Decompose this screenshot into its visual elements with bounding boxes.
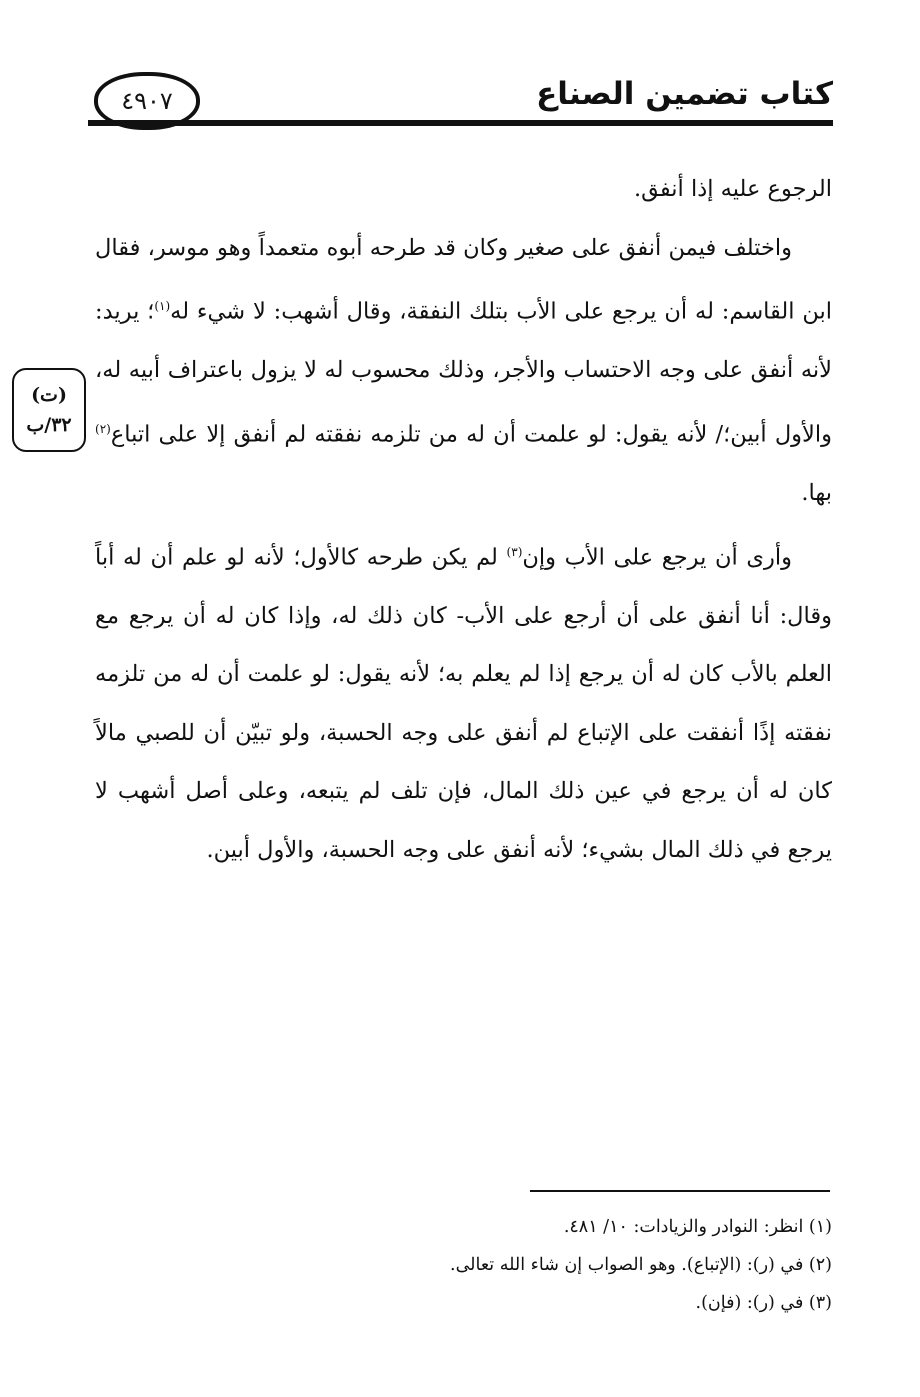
footnote-1: (١) انظر: النوادر والزيادات: ١٠/ ٤٨١. bbox=[563, 1217, 832, 1237]
footnote-ref: (٣) bbox=[506, 544, 523, 559]
paragraph bbox=[95, 219, 832, 523]
footnotes bbox=[95, 1208, 832, 1322]
main-text bbox=[95, 160, 832, 880]
paragraph-text: بها. bbox=[801, 479, 832, 506]
folio-source-label: (ت) bbox=[31, 384, 67, 406]
paragraph-text: واختلف فيمن أنفق على صغير وكان قد طرحه أبوه متعمداً وهو موسر، فقال ابن القاسم: له أن يرجع على الأب بتلك النفقة، وقال أشهب: لا شيء له bbox=[95, 234, 832, 325]
paragraph-text: الرجوع عليه إذا أنفق. bbox=[634, 176, 832, 202]
paragraph-text: وأرى أن يرجع على الأب وإن bbox=[522, 544, 792, 571]
page-number: ٤٩٠٧ bbox=[121, 87, 173, 115]
folio-number: ٣٢/ب bbox=[26, 414, 72, 436]
footnote-ref: (١) bbox=[154, 299, 171, 314]
page-header bbox=[88, 62, 833, 132]
header-rule bbox=[88, 120, 833, 126]
paragraph-text: لم يكن طرحه كالأول؛ لأنه لو علم أن له أباً وقال: أنا أنفق على أن أرجع على الأب- كان ذلك له، وإذا كان له أن يرجع مع العلم بالأب كان له أن يرجع إذا لم يعلم به؛ لأنه يقول: لو علمت أن له من تلزمه نفقته إذًا أنفقت على الإتباع لم أنفق على وجه الحسبة، ولو تبيّن أن للصبي مالاً كان له أن يرجع في عين ذلك المال، فإن تلف لم يتبعه، وعلى أصل أشهب لا يرجع في ذلك المال بشيء؛ لأنه أنفق على وجه الحسبة، والأول أبين. bbox=[95, 544, 832, 864]
footnote-separator bbox=[530, 1190, 830, 1192]
footnote-3: (٣) في (ر): (فإن). bbox=[695, 1293, 832, 1313]
book-title: كتاب تضمين الصناع bbox=[536, 76, 833, 112]
manuscript-folio-marker bbox=[12, 368, 86, 452]
paragraph-text: ؛ يريد: لأنه أنفق على وجه الاحتساب والأجر، وذلك محسوب له لا يزول باعتراف أبيه له، والأول أبين؛/ لأنه يقول: لو علمت أن له من تلزمه نفقته لم أنفق إلا على اتباع bbox=[95, 298, 832, 448]
footnote-2: (٢) في (ر): (الإتباع). وهو الصواب إن شاء الله تعالى. bbox=[450, 1255, 832, 1275]
footnote-ref: (٢) bbox=[95, 421, 111, 436]
paragraph bbox=[95, 160, 832, 219]
paragraph bbox=[95, 523, 832, 880]
